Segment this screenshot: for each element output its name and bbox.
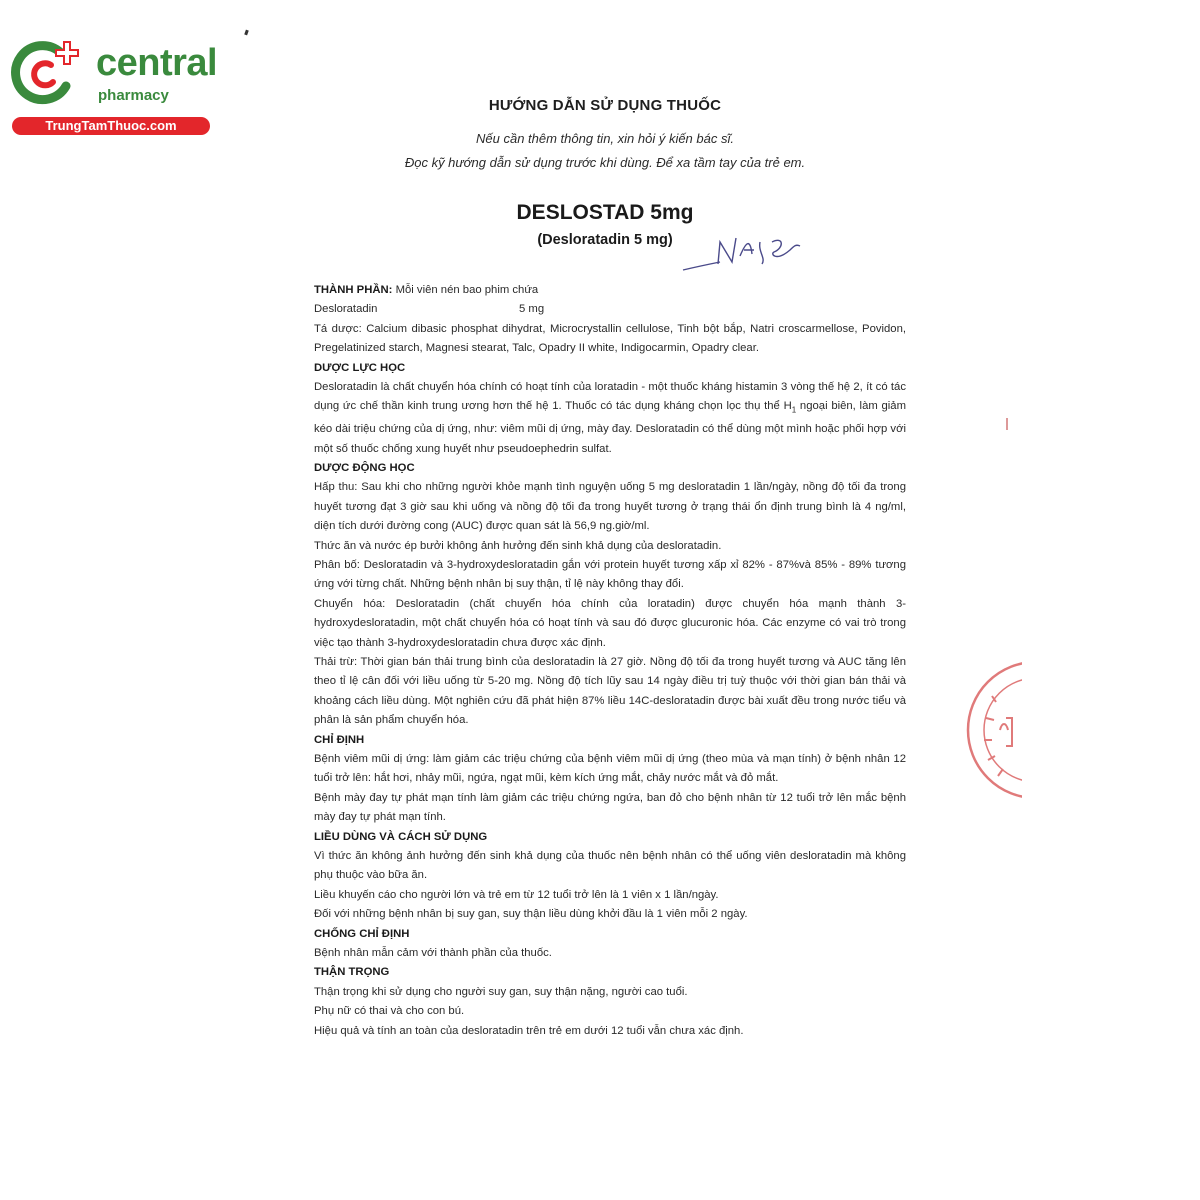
ingredient-amount: 5 mg bbox=[519, 303, 545, 316]
dosage-paragraph: Đối với những bệnh nhân bị suy gan, suy thận liều dùng khởi đầu là 1 viên mỗi 2 ngày. bbox=[314, 908, 748, 921]
dosage-heading: LIỀU DÙNG VÀ CÁCH SỬ DỤNG bbox=[314, 830, 488, 843]
ingredient-row bbox=[314, 300, 906, 319]
scan-speck bbox=[244, 30, 249, 36]
contraindications-paragraph: Bệnh nhân mẫn cảm với thành phần của thuốc. bbox=[314, 947, 552, 960]
pharmacodynamics-text bbox=[314, 378, 906, 459]
product-name: DESLOSTAD 5mg bbox=[516, 201, 694, 224]
pharmacokinetics-paragraph: Hấp thu: Sau khi cho những người khỏe mạnh tình nguyện uống 5 mg desloratadin 1 lần/ngày, nồng độ tối đa trong huyết tương đạt 3 giờ sau khi uống và nồng độ tối đa trong huyết tương ở trạng thái ổn định trung bình là 4 ng/ml, diện tích dưới đường cong (AUC) được quan sát là 56,9 ng.giờ/ml. bbox=[314, 481, 906, 533]
advice-note-2: Đọc kỹ hướng dẫn sử dụng trước khi dùng. Để xa tầm tay của trẻ em. bbox=[404, 155, 806, 170]
pharmacokinetics-paragraph: Chuyển hóa: Desloratadin (chất chuyển hóa chính của loratadin) được chuyển hóa mạnh thành 3-hydroxydesloratadin, một chất chuyển hóa có hoạt tính và sau đó được glucuronic hóa. Các enzyme có vai trò trong việc tạo thành 3-hydroxydesloratadin chưa được xác định. bbox=[314, 597, 906, 649]
contraindications-heading: CHỐNG CHỈ ĐỊNH bbox=[314, 927, 410, 940]
handwritten-signature-icon bbox=[680, 228, 805, 276]
precautions-paragraph: Hiệu quả và tính an toàn của desloratadin trên trẻ em dưới 12 tuổi vẫn chưa xác định. bbox=[314, 1024, 744, 1037]
indications-paragraph: Bệnh mày đay tự phát mạn tính làm giảm các triệu chứng ngứa, ban đỏ cho bệnh nhân từ 12 tuổi trở lên mắc bệnh mày đay tự phát mạn tính. bbox=[314, 791, 906, 824]
logo-url-badge: TrungTamThuoc.com bbox=[12, 117, 210, 135]
brand-logo bbox=[10, 38, 218, 138]
composition-heading: THÀNH PHẦN: bbox=[314, 284, 393, 296]
indications-heading: CHỈ ĐỊNH bbox=[314, 733, 365, 746]
precautions-paragraph: Phụ nữ có thai và cho con bú. bbox=[314, 1005, 465, 1018]
pharmacokinetics-paragraph: Thải trừ: Thời gian bán thải trung bình của desloratadin là 27 giờ. Nồng độ tối đa trong huyết tương và AUC tăng lên theo tỉ lệ cân đối với liều uống từ 5-20 mg. Nồng độ tích lũy sau 14 ngày điều trị tuỳ thuộc với thời gian bán thải và khoảng cách liều dùng. Một nghiên cứu đã phát hiện 87% liều 14C-desloratadin được bài xuất đều trong nước tiểu và phân là sản phẩm chuyển hóa. bbox=[314, 655, 906, 727]
precautions-paragraph: Thận trọng khi sử dụng cho người suy gan, suy thận nặng, người cao tuổi. bbox=[314, 985, 688, 998]
document-title: HƯỚNG DẪN SỬ DỤNG THUỐC bbox=[488, 97, 722, 114]
pharmacokinetics-paragraph: Phân bố: Desloratadin và 3-hydroxydesloratadin gắn với protein huyết tương xấp xỉ 82% - 87%và 85% - 89% tương ứng với từng chất. Những bệnh nhân bị suy thận, tỉ lệ này không thay đổi. bbox=[314, 558, 906, 591]
logo-subtitle: pharmacy bbox=[98, 87, 169, 104]
dosage-paragraph: Vì thức ăn không ảnh hưởng đến sinh khả dụng của thuốc nên bệnh nhân có thể uống viên desloratadin mà không phụ thuộc vào bữa ăn. bbox=[314, 850, 906, 882]
excipients-text: Tá dược: Calcium dibasic phosphat dihydrat, Microcrystallin cellulose, Tinh bột bắp, Natri croscarmellose, Povidon, Pregelatinized starch, Magnesi stearat, Talc, Opadry II white, Indigocarmin, Opadry clear. bbox=[314, 322, 906, 355]
receptor-subscript: 1 bbox=[791, 405, 797, 415]
logo-name: central bbox=[96, 42, 218, 84]
red-stamp-icon bbox=[962, 656, 1022, 804]
pharmacokinetics-paragraph: Thức ăn và nước ép bưởi không ảnh hưởng đến sinh khả dụng của desloratadin. bbox=[314, 539, 722, 552]
dosage-paragraph: Liều khuyến cáo cho người lớn và trẻ em từ 12 tuổi trở lên là 1 viên x 1 lần/ngày. bbox=[314, 888, 719, 901]
ingredient-name: Desloratadin bbox=[314, 303, 378, 316]
edge-mark bbox=[1006, 418, 1008, 430]
precautions-heading: THẬN TRỌNG bbox=[314, 966, 390, 979]
pharmacodynamics-heading: DƯỢC LỰC HỌC bbox=[314, 361, 406, 374]
composition-line bbox=[314, 281, 906, 300]
advice-note-1: Nếu cần thêm thông tin, xin hỏi ý kiến bác sĩ. bbox=[476, 131, 734, 146]
pharmacodynamics-text-a: Desloratadin là chất chuyển hóa chính có hoạt tính của loratadin - một thuốc kháng histamin 3 vòng thế hệ 2, ít có tác dụng ức chế thần kinh trung ương hơn thế hệ 1. Thuốc có tác dụng kháng chọn lọc thụ thể H bbox=[314, 381, 906, 413]
pharmacodynamics-text-b: ngoại biên, làm giảm kéo dài triệu chứng của dị ứng, như: viêm mũi dị ứng, mày đay. Desloratadin có thể dùng một mình hoặc phối hợp với một số thuốc chống xung huyết như pseudoephedrin sulfat. bbox=[314, 400, 906, 455]
composition-intro: Mỗi viên nén bao phim chứa bbox=[392, 284, 539, 296]
leaflet-body bbox=[314, 281, 906, 1041]
indications-paragraph: Bệnh viêm mũi dị ứng: làm giảm các triệu chứng của bệnh viêm mũi dị ứng (theo mùa và mạn tính) ở bệnh nhân 12 tuổi trở lên: hắt hơi, nhảy mũi, ngứa, ngạt mũi, kèm kích ứng mắt, chảy nước mắt và đỏ mắt. bbox=[314, 753, 906, 785]
central-pharmacy-logo-icon bbox=[10, 38, 90, 110]
pharmacokinetics-heading: DƯỢC ĐỘNG HỌC bbox=[314, 461, 415, 474]
product-subtitle: (Desloratadin 5 mg) bbox=[537, 232, 673, 248]
